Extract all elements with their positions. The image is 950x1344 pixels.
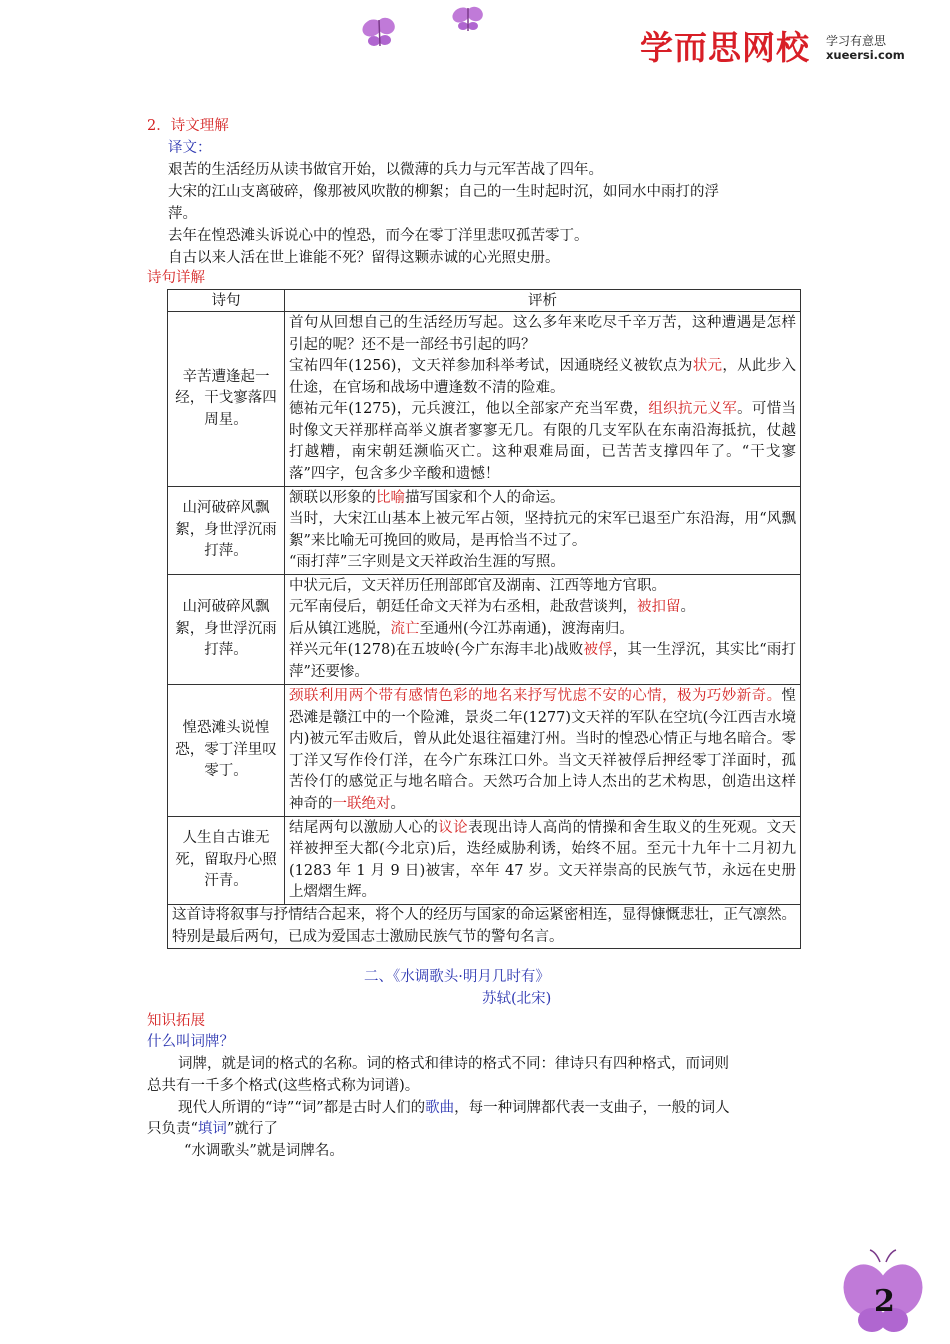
analysis-text: 中状元后，文天祥历任刑部郎官及湖南、江西等地方官职。 (289, 577, 666, 594)
keyword-highlight: 组织抗元义军 (648, 401, 738, 417)
analysis-cell (285, 817, 801, 905)
keyword-highlight: 被扣留 (637, 599, 681, 616)
analysis-text: 当时，大宋江山基本上被元军占领，坚持抗元的宋军已退至广东沿海，用“风飘絮”来比喻无可挽回的败局，是再恰当不过了。 (289, 511, 796, 549)
brand-slogan: 学习有意思 (826, 34, 887, 48)
analysis-text: 表现出诗人高尚的情操和舍生取义的生死观。文天祥被押至大都(今北京)后，迭经威胁利诱，始终不屈。至元十九年十二月初九(1283 年 1 月 9 日)被害，卒年 47 岁。文天祥崇高的民族气节，永远在史册上熠熠生辉。 (289, 819, 797, 900)
analysis-text: 德祐元年(1275)，元兵渡江，他以全部家产充当军费， (289, 401, 649, 417)
keyword-highlight: 流亡 (390, 620, 420, 637)
paragraph-text: ”就行了 (226, 1121, 278, 1137)
knowledge-label: 知识拓展 (147, 1013, 205, 1029)
translation-label: 译文： (168, 140, 212, 156)
analysis-text: 。可惜当时像文天祥那样高举义旗者寥寥无几。有限的几支军队在东南沿海抵抗，仗越打越糟，南宋朝廷濒临灭亡。这种艰难局面，已苦苦支撑四年了。“干戈寥落”四字，包含多少辛酸和遗憾！ (289, 401, 797, 482)
analysis-text: 祥兴元年(1278)在五坡岭(今广东海丰北)战败 (289, 642, 584, 659)
analysis-text: “雨打萍”三字则是文天祥政治生涯的写照。 (289, 554, 565, 570)
butterfly-icon (450, 2, 490, 36)
keyword-highlight: 颈联利用两个带有感情色彩的地名来抒写忧虑不安的心情，极为巧妙新奇。 (289, 688, 782, 704)
analysis-cell (285, 312, 801, 487)
analysis-text: 元军南侵后，朝廷任命文天祥为右丞相，赴敌营谈判， (289, 599, 637, 616)
analysis-text: 。 (680, 599, 695, 616)
brand-url: xueersi.com (826, 48, 905, 62)
section-heading: 2．诗文理解 (147, 118, 229, 134)
keyword-highlight: 比喻 (376, 489, 405, 506)
paragraph-text (178, 1098, 730, 1118)
keyword-highlight: 歌曲 (425, 1100, 455, 1116)
page-number: 2 (874, 1284, 895, 1319)
column-header: 诗句 (168, 290, 285, 312)
poem-line-cell: 人生自古谁无死，留取丹心照汗青。 (168, 817, 285, 905)
table-row (168, 685, 801, 817)
paragraph-text: 只负责“ (147, 1121, 198, 1137)
analysis-text: ，其一生浮沉，其实比“雨打萍”还要惨。 (289, 642, 796, 680)
analysis-text: ，从此步入仕途，在官场和战场中遭逢数不清的险难。 (289, 358, 797, 396)
analysis-text: 描写国家和个人的命运。 (405, 489, 565, 506)
detail-label: 诗句详解 (147, 270, 205, 286)
analysis-text: 颔联以形象的 (289, 489, 376, 506)
analysis-text: 首句从回想自己的生活经历写起。这么多年来吃尽千辛万苦，这种遭遇是怎样引起的呢？还不是一部经书引起的吗？ (289, 315, 796, 353)
summary-cell: 这首诗将叙事与抒情结合起来，将个人的经历与国家的命运紧密相连，显得慷慨悲壮，正气凛然。特别是最后两句，已成为爱国志士激励民族气节的警句名言。 (168, 905, 801, 949)
paragraph-text: ，每一种词牌都代表一支曲子，一般的词人 (454, 1100, 730, 1116)
poem-line-cell: 惶恐滩头说惶恐，零丁洋里叹零丁。 (168, 685, 285, 817)
analysis-cell (285, 575, 801, 685)
paragraph-text: “水调歌头”就是词牌名。 (184, 1143, 344, 1159)
table-row (168, 575, 801, 685)
poem-line-cell: 山河破碎风飘絮，身世浮沉雨打萍。 (168, 487, 285, 575)
poem-line-cell: 辛苦遭逢起一经，干戈寥落四周星。 (168, 312, 285, 487)
analysis-text: 惶恐滩是赣江中的一个险滩，景炎二年(1277)文天祥的军队在空坑(今江西吉水境内)被元军击败后，曾从此处退往福建汀州。当时的惶恐心情正与地名暗合。零丁洋又写作伶仃洋，在今广东珠江口外。当文天祥被俘后押经零丁洋面时，孤苦伶仃的感觉正与地名暗合。天然巧合加上诗人杰出的艺术构思，创造出这样神奇的 (289, 688, 796, 812)
analysis-cell (285, 685, 801, 817)
column-header: 评析 (285, 290, 801, 312)
table-row (168, 487, 801, 575)
translation-line: 大宋的江山支离破碎，像那被风吹散的柳絮；自己的一生时起时沉，如同水中雨打的浮 (168, 184, 719, 200)
paragraph-text: 词牌，就是词的格式的名称。词的格式和律诗的格式不同：律诗只有四种格式，而词则 (178, 1056, 729, 1072)
analysis-text: 后从镇江逃脱， (289, 620, 391, 637)
analysis-text: 至通州(今江苏南通)，渡海南归。 (419, 620, 634, 637)
analysis-cell (285, 487, 801, 575)
analysis-text: 结尾两句以激励人心的 (289, 819, 439, 836)
poem-author: 苏轼(北宋) (482, 991, 552, 1007)
keyword-highlight: 状元 (692, 358, 723, 374)
table-row (168, 312, 801, 487)
translation-line: 去年在惶恐滩头诉说心中的惶恐，而今在零丁洋里悲叹孤苦零丁。 (168, 228, 589, 244)
paragraph-text: 现代人所谓的“诗”“词”都是古时人们的 (178, 1100, 426, 1116)
table-row (168, 817, 801, 905)
keyword-highlight: 填词 (197, 1121, 227, 1137)
table-summary-row (168, 905, 801, 949)
translation-line: 艰苦的生活经历从读书做官开始，以微薄的兵力与元军苦战了四年。 (168, 162, 603, 178)
poem-title: 二、《水调歌头·明月几时有》 (364, 969, 550, 985)
poem-analysis-table (167, 289, 801, 949)
translation-line: 萍。 (168, 206, 197, 222)
paragraph-text (147, 1119, 278, 1139)
poem-line-cell: 山河破碎风飘絮，身世浮沉雨打萍。 (168, 575, 285, 685)
butterfly-icon (360, 12, 400, 52)
keyword-highlight: 议论 (438, 819, 469, 836)
translation-line: 自古以来人活在世上谁能不死？留得这颗赤诚的心光照史册。 (168, 250, 560, 266)
keyword-highlight: 被俘 (583, 642, 613, 659)
keyword-highlight: 一联绝对 (332, 795, 391, 812)
table-header-row (168, 290, 801, 312)
paragraph-text: 总共有一千多个格式(这些格式称为词谱)。 (147, 1078, 420, 1094)
question-text: 什么叫词牌？ (147, 1034, 234, 1050)
analysis-text: 宝祐四年(1256)，文天祥参加科举考试，因通晓经义被钦点为 (289, 358, 693, 374)
analysis-text: 。 (390, 795, 405, 812)
brand-logo: 学而思网校 (640, 28, 810, 67)
